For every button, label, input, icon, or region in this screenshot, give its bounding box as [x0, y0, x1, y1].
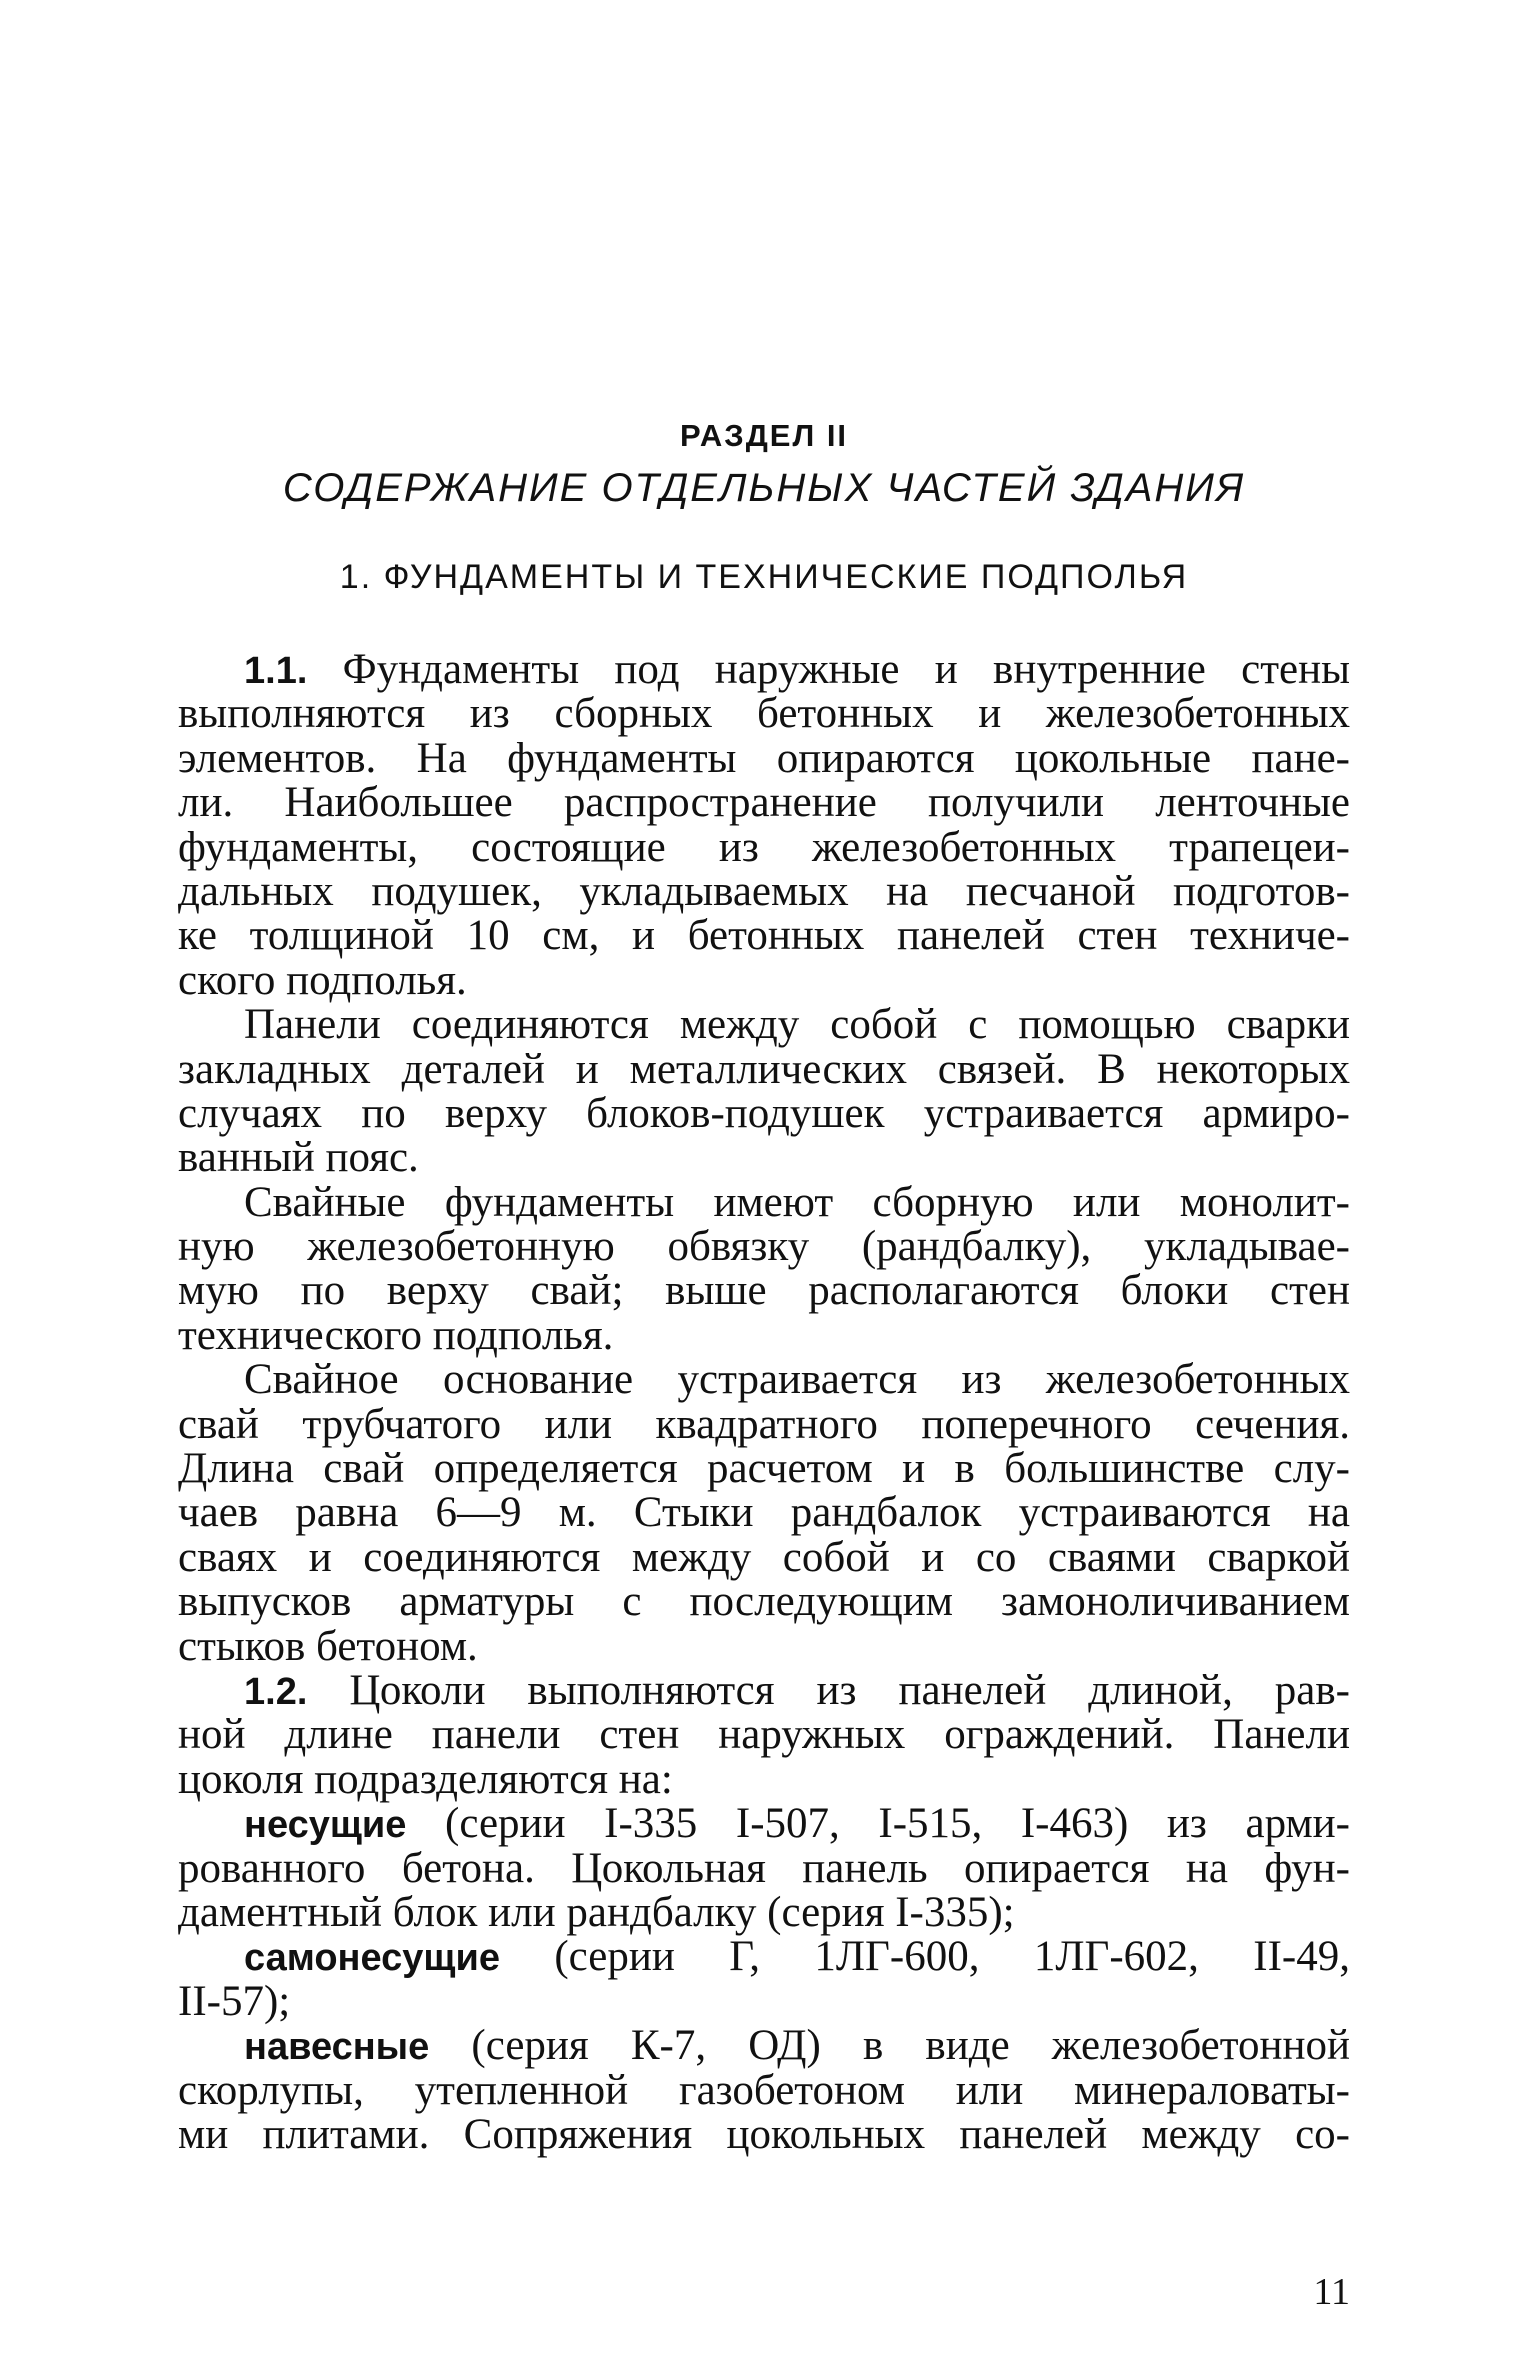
text-line: технического подполья. — [178, 1311, 614, 1359]
text-line: цоколя подразделяются на: — [178, 1755, 673, 1803]
text-line: выполняются из сборных бетонных и железобетонных — [178, 690, 1350, 738]
section-label: РАЗДЕЛ II — [679, 418, 849, 453]
text-line: даментный блок или рандбалку (серия I-335); — [178, 1888, 1015, 1936]
text-line: Панели соединяются между собой с помощью сварки — [244, 1001, 1350, 1049]
text-line: стыков бетоном. — [178, 1622, 478, 1670]
text-line — [178, 2024, 1350, 2068]
line-text: Фундаменты под наружные и внутренние стены — [307, 646, 1350, 693]
term-bold: навесные — [244, 2026, 430, 2069]
text-line: ли. Наибольшее распространение получили ленточные — [178, 779, 1350, 827]
text-line: ной длине панели стен наружных ограждений. Панели — [178, 1711, 1350, 1759]
clause-number: 1.1. — [244, 650, 308, 692]
clause-number: 1.2. — [244, 1670, 308, 1713]
chapter-title: 1. ФУНДАМЕНТЫ И ТЕХНИЧЕСКИЕ ПОДПОЛЬЯ — [339, 558, 1189, 596]
text-line — [178, 1666, 1350, 1714]
text-line: ми плитами. Сопряжения цокольных панелей между со- — [178, 2110, 1350, 2158]
text-line: ную железобетонную обвязку (рандбалку), укладывае- — [178, 1223, 1350, 1271]
term-bold: несущие — [244, 1804, 407, 1847]
text-line — [178, 1935, 1350, 1979]
text-line: дальных подушек, укладываемых на песчаной подготов- — [178, 867, 1350, 915]
text-line: II-57); — [178, 1977, 291, 2025]
text-line: ского подполья. — [178, 956, 467, 1004]
text-line: выпусков арматуры с последующим замоноличиванием — [178, 1578, 1350, 1626]
text-line: рованного бетона. Цокольная панель опирается на фун- — [178, 1844, 1350, 1892]
text-line: свай трубчатого или квадратного поперечного сечения. — [178, 1400, 1350, 1448]
book-page — [178, 0, 1350, 2362]
text-line: мую по верху свай; выше располагаются блоки стен — [178, 1267, 1350, 1315]
term-bold: самонесущие — [244, 1937, 500, 1980]
text-line: скорлупы, утепленной газобетоном или минераловаты- — [178, 2066, 1350, 2114]
text-line: закладных деталей и металлических связей. В некоторых — [178, 1045, 1350, 1093]
line-text: (серии I-335 I-507, I-515, I-463) из арми- — [406, 1800, 1350, 1848]
line-text: (серии Г, 1ЛГ-600, 1ЛГ-602, II-49, — [499, 1933, 1350, 1981]
text-line: сваях и соединяются между собой и со сваями сваркой — [178, 1533, 1350, 1581]
text-line: элементов. На фундаменты опираются цокольные пане- — [178, 734, 1350, 782]
line-text: Цоколи выполняются из панелей длиной, рав- — [307, 1666, 1350, 1714]
text-line: фундаменты, состоящие из железобетонных трапецеи- — [178, 823, 1350, 871]
body-text — [178, 648, 1350, 2157]
text-line: Свайное основание устраивается из железобетонных — [244, 1356, 1350, 1404]
text-line: Длина свай определяется расчетом и в большинстве слу- — [178, 1445, 1350, 1493]
text-line: случаях по верху блоков-подушек устраивается армиро- — [178, 1089, 1350, 1137]
text-line: Свайные фундаменты имеют сборную или монолит- — [244, 1178, 1350, 1226]
text-line: чаев равна 6—9 м. Стыки рандбалок устраиваются на — [178, 1489, 1350, 1537]
line-text: (серия К-7, ОД) в виде железобетонной — [429, 2022, 1350, 2070]
page-number: 11 — [1313, 2271, 1350, 2313]
section-title: СОДЕРЖАНИЕ ОТДЕЛЬНЫХ ЧАСТЕЙ ЗДАНИЯ — [282, 466, 1246, 510]
text-line: ке толщиной 10 см, и бетонных панелей стен техниче- — [178, 912, 1350, 960]
text-line: ванный пояс. — [178, 1134, 419, 1182]
text-line — [178, 648, 1350, 692]
text-line — [178, 1802, 1350, 1846]
